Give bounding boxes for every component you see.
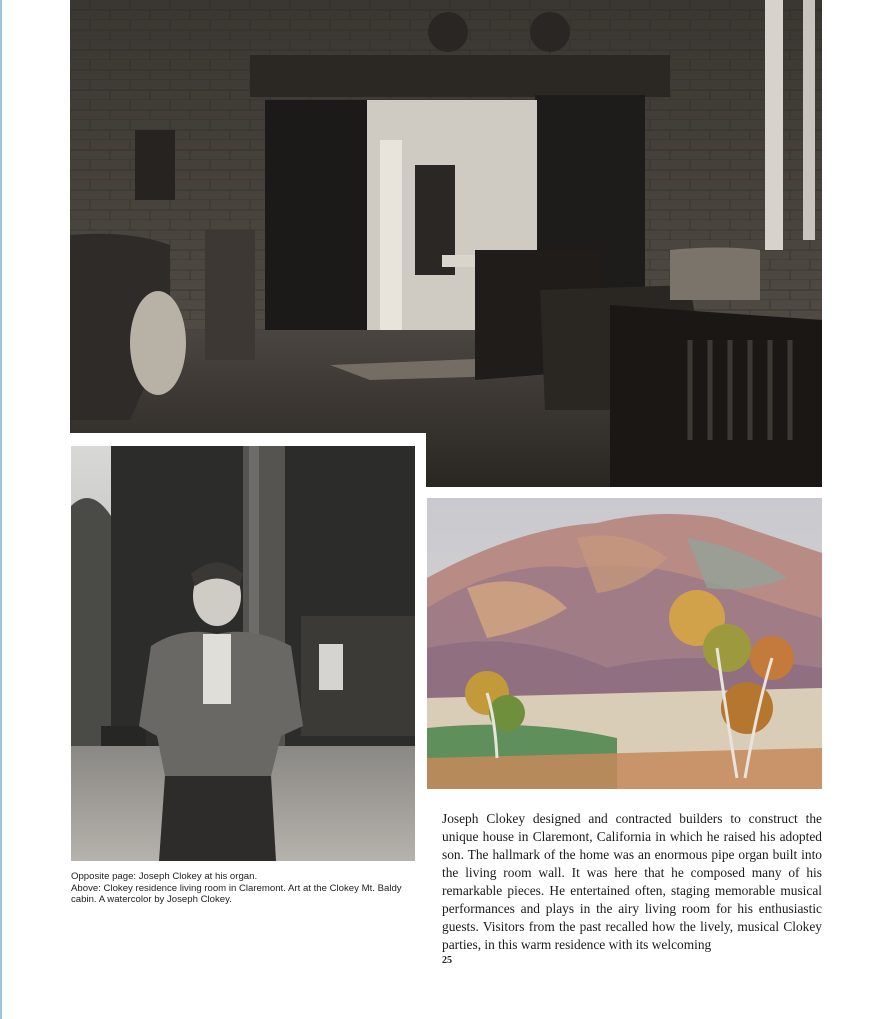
caption-line-2: Above: Clokey residence living room in Claremont. Art at the Clokey Mt. Baldy bbox=[71, 882, 402, 894]
body-paragraph: Joseph Clokey designed and contracted builders to construct the unique house in Claremont, California in which he raised his adopted son. The hallmark of the home was an enormous pipe organ built into the living room wall. It was here that he composed many of his remarkable pieces. He entertained often, staging memorable musical performances and plays in the airy living room for his enthusiastic guests. Visitors from the past recalled how the lively, musical Clokey parties, in this warm residence with its welcoming bbox=[442, 811, 822, 952]
caption-line-1: Opposite page: Joseph Clokey at his organ. bbox=[71, 871, 258, 882]
boy-cabin-photo bbox=[71, 446, 415, 861]
page-number: 25 bbox=[442, 955, 452, 966]
watercolor-painting bbox=[427, 498, 822, 789]
living-room-photo bbox=[70, 0, 822, 487]
caption-line-3: cabin. A watercolor by Joseph Clokey. bbox=[71, 894, 232, 905]
photo-caption bbox=[71, 871, 421, 906]
page-edge-rule bbox=[0, 0, 2, 1019]
